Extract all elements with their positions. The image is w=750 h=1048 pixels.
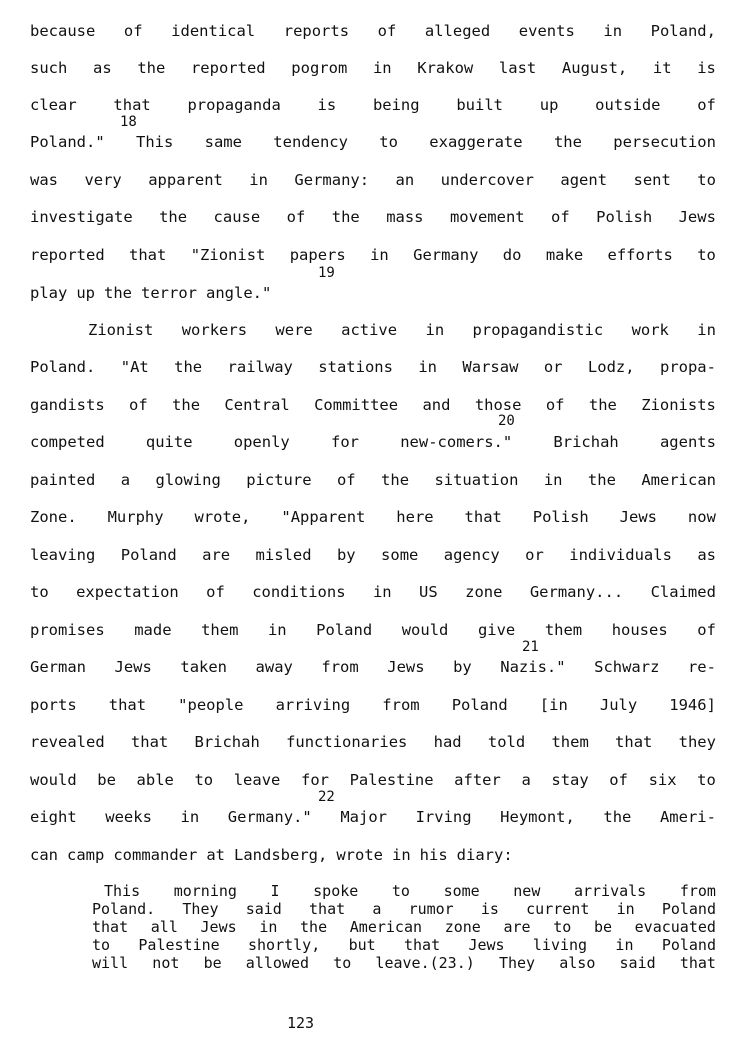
word: American xyxy=(641,471,716,489)
word: said xyxy=(619,954,656,972)
word: now xyxy=(687,508,716,526)
word: by xyxy=(453,658,472,676)
word: by xyxy=(336,546,356,564)
word: railway xyxy=(227,358,293,376)
word: of xyxy=(545,396,565,414)
word: of xyxy=(551,208,570,226)
word: of xyxy=(206,583,225,601)
word: the xyxy=(331,208,360,226)
word: current xyxy=(526,900,590,918)
word: is xyxy=(317,96,337,114)
body-line xyxy=(30,358,716,376)
word: morning xyxy=(173,882,237,900)
word: revealed xyxy=(30,733,105,751)
word: were xyxy=(275,321,313,339)
word: zone xyxy=(465,583,503,601)
word: picture xyxy=(246,471,312,489)
word: reported xyxy=(190,59,266,77)
word: Jews xyxy=(468,936,505,954)
word: agency xyxy=(443,546,500,564)
word: all xyxy=(150,918,178,936)
word: shortly, xyxy=(248,936,321,954)
word: Murphy xyxy=(107,508,164,526)
word: persecution xyxy=(613,133,716,151)
word: Brichah xyxy=(194,733,260,751)
footnote-marker: 22 xyxy=(318,789,335,805)
word: for xyxy=(330,433,359,451)
word: camp xyxy=(67,846,105,864)
word: rumor xyxy=(408,900,454,918)
word: Palestine xyxy=(138,936,220,954)
word: Jews xyxy=(387,658,425,676)
word: sent xyxy=(633,171,671,189)
word: ports xyxy=(30,696,77,714)
word: This xyxy=(104,882,141,900)
word: Jews xyxy=(678,208,716,226)
word: events xyxy=(518,22,575,40)
word: This xyxy=(135,133,174,151)
word: "Apparent xyxy=(281,508,366,526)
word: US xyxy=(419,583,438,601)
word: in xyxy=(372,59,392,77)
body-line xyxy=(30,771,716,789)
word: his xyxy=(419,846,448,864)
word: in xyxy=(372,583,392,601)
word: be xyxy=(593,918,612,936)
word: misled xyxy=(255,546,312,564)
word: "Zionist xyxy=(190,246,266,264)
word: the xyxy=(172,396,201,414)
word: because xyxy=(30,22,96,40)
word: to xyxy=(30,583,49,601)
word: conditions xyxy=(252,583,346,601)
word: glowing xyxy=(155,471,221,489)
word: new-comers." xyxy=(400,433,513,451)
word: painted xyxy=(30,471,96,489)
word: to xyxy=(333,954,352,972)
word: stations xyxy=(318,358,393,376)
word: 1946] xyxy=(669,696,716,714)
word: "people xyxy=(178,696,244,714)
word: that xyxy=(130,733,169,751)
page-number: 123 xyxy=(287,1014,315,1032)
word: that xyxy=(129,246,167,264)
word: stay xyxy=(551,771,589,789)
word: of xyxy=(129,396,148,414)
word: Germany... xyxy=(529,583,624,601)
word: evacuated xyxy=(634,918,716,936)
body-line xyxy=(30,171,716,189)
word: angle." xyxy=(206,284,272,302)
block-quote-line xyxy=(92,920,716,934)
word: quite xyxy=(145,433,193,451)
word: do xyxy=(502,246,522,264)
word: some xyxy=(443,882,480,900)
word: of xyxy=(377,22,397,40)
word: of xyxy=(336,471,356,489)
word: up xyxy=(539,96,559,114)
word: taken xyxy=(180,658,228,676)
word: the xyxy=(159,208,188,226)
word: that xyxy=(679,954,716,972)
word: clear xyxy=(30,96,77,114)
word: was xyxy=(30,171,58,189)
word: identical xyxy=(171,22,256,40)
word: leave xyxy=(233,771,281,789)
word: in xyxy=(392,846,411,864)
word: terror xyxy=(141,284,197,302)
word: of xyxy=(697,621,716,639)
word: built xyxy=(456,96,504,114)
word: Germany." xyxy=(227,808,312,826)
word: [in xyxy=(539,696,568,714)
word: Jews xyxy=(200,918,237,936)
word: Brichah xyxy=(553,433,619,451)
word: those xyxy=(474,396,522,414)
word: is xyxy=(480,900,499,918)
word: propaganda xyxy=(187,96,281,114)
body-line xyxy=(88,321,716,339)
word: some xyxy=(381,546,419,564)
word: to xyxy=(379,133,398,151)
word: the xyxy=(587,471,616,489)
word: be xyxy=(97,771,116,789)
word: new xyxy=(513,882,541,900)
word: August, xyxy=(561,59,628,77)
word: them xyxy=(551,733,589,751)
word: propa- xyxy=(659,358,716,376)
word: They xyxy=(498,954,536,972)
word: be xyxy=(203,954,222,972)
body-line xyxy=(30,246,716,264)
word: the xyxy=(603,808,632,826)
word: Poland xyxy=(316,621,373,639)
word: agent xyxy=(560,171,608,189)
word: mass xyxy=(386,208,424,226)
word: the xyxy=(588,396,617,414)
word: wrote xyxy=(336,846,383,864)
word: weeks xyxy=(105,808,152,826)
word: Committee xyxy=(314,396,399,414)
word: after xyxy=(454,771,501,789)
word: that xyxy=(464,508,502,526)
word: play xyxy=(30,284,68,302)
word: in xyxy=(418,358,438,376)
body-line xyxy=(30,696,716,714)
word: spoke xyxy=(313,882,359,900)
word: Nazis." xyxy=(500,658,566,676)
block-quote-line xyxy=(92,938,716,952)
word: Zionists xyxy=(641,396,716,414)
block-quote-line xyxy=(92,902,716,916)
word: or xyxy=(525,546,544,564)
word: They xyxy=(182,900,219,918)
word: very xyxy=(84,171,122,189)
word: made xyxy=(134,621,172,639)
body-line xyxy=(30,22,716,40)
word: agents xyxy=(659,433,716,451)
word: Zone. xyxy=(30,508,77,526)
footnote-marker: 21 xyxy=(522,639,539,655)
word: is xyxy=(697,59,716,77)
word: outside xyxy=(595,96,661,114)
word: Poland. xyxy=(92,900,156,918)
word: exaggerate xyxy=(429,133,523,151)
word: leave.(23.) xyxy=(375,954,475,972)
word: to xyxy=(553,918,572,936)
body-line xyxy=(30,846,716,864)
word: Polish xyxy=(532,508,589,526)
body-line xyxy=(30,59,716,77)
word: tendency xyxy=(273,133,348,151)
word: German xyxy=(30,658,86,676)
word: as xyxy=(92,59,112,77)
body-line xyxy=(30,396,716,414)
word: as xyxy=(697,546,716,564)
word: not xyxy=(152,954,180,972)
word: Poland, xyxy=(650,22,716,40)
word: leaving xyxy=(30,546,96,564)
word: in xyxy=(180,808,200,826)
word: work xyxy=(631,321,669,339)
body-line xyxy=(30,733,716,751)
word: Lodz, xyxy=(587,358,635,376)
word: Germany xyxy=(413,246,479,264)
word: in xyxy=(249,171,268,189)
body-line xyxy=(30,208,716,226)
word: alleged xyxy=(424,22,491,40)
word: for xyxy=(300,771,329,789)
word: Poland xyxy=(120,546,177,564)
word: re- xyxy=(687,658,716,676)
word: to xyxy=(697,171,716,189)
word: Polish xyxy=(596,208,653,226)
word: Claimed xyxy=(650,583,716,601)
word: away xyxy=(255,658,293,676)
word: of xyxy=(286,208,306,226)
word: gandists xyxy=(30,396,105,414)
word: from xyxy=(321,658,359,676)
word: apparent xyxy=(148,171,223,189)
word: up xyxy=(76,284,95,302)
word: or xyxy=(543,358,563,376)
word: that xyxy=(404,936,441,954)
word: pogrom xyxy=(291,59,348,77)
word: that xyxy=(309,900,346,918)
word: same xyxy=(204,133,242,151)
word: they xyxy=(678,733,716,751)
word: them xyxy=(201,621,239,639)
word: a xyxy=(372,900,382,918)
word: that xyxy=(108,696,147,714)
word: Poland. xyxy=(30,358,96,376)
word: to xyxy=(697,771,716,789)
word: Schwarz xyxy=(594,658,660,676)
word: would xyxy=(401,621,449,639)
word: and xyxy=(422,396,451,414)
word: Ameri- xyxy=(659,808,716,826)
word: had xyxy=(433,733,462,751)
footnote-marker: 19 xyxy=(318,265,335,281)
word: functionaries xyxy=(286,733,408,751)
word: promises xyxy=(30,621,105,639)
word: to xyxy=(697,246,716,264)
word: are xyxy=(503,918,531,936)
footnote-marker: 18 xyxy=(120,114,137,130)
word: workers xyxy=(181,321,248,339)
word: at xyxy=(206,846,225,864)
word: to xyxy=(391,882,410,900)
word: "At xyxy=(120,358,149,376)
body-line xyxy=(30,284,716,302)
word: but xyxy=(348,936,376,954)
word: such xyxy=(30,59,68,77)
word: to xyxy=(194,771,214,789)
word: investigate xyxy=(30,208,133,226)
word: arrivals xyxy=(573,882,647,900)
word: living xyxy=(532,936,588,954)
word: in xyxy=(267,621,287,639)
word: from xyxy=(679,882,716,900)
word: are xyxy=(202,546,231,564)
word: diary: xyxy=(456,846,513,864)
body-line xyxy=(30,546,716,564)
word: wrote, xyxy=(194,508,251,526)
word: Jews xyxy=(619,508,657,526)
body-line xyxy=(30,583,716,601)
word: from xyxy=(382,696,420,714)
word: to xyxy=(92,936,111,954)
word: in xyxy=(697,321,716,339)
word: Zionist xyxy=(88,321,154,339)
word: Heymont, xyxy=(500,808,575,826)
word: situation xyxy=(434,471,519,489)
word: movement xyxy=(449,208,525,226)
word: give xyxy=(477,621,516,639)
word: American xyxy=(349,918,423,936)
word: allowed xyxy=(245,954,310,972)
word: Warsaw xyxy=(462,358,519,376)
word: eight xyxy=(30,808,77,826)
word: arriving xyxy=(275,696,351,714)
word: expectation xyxy=(76,583,179,601)
word: in xyxy=(259,918,278,936)
word: the xyxy=(300,918,328,936)
word: the xyxy=(104,284,132,302)
word: Poland xyxy=(661,900,716,918)
word: a xyxy=(120,471,131,489)
word: the xyxy=(137,59,166,77)
word: Palestine xyxy=(349,771,434,789)
block-quote-line xyxy=(104,884,716,898)
word: being xyxy=(372,96,420,114)
body-line xyxy=(30,133,716,151)
block-quote-line xyxy=(92,956,716,970)
word: a xyxy=(521,771,531,789)
word: told xyxy=(487,733,526,751)
word: Jews xyxy=(114,658,152,676)
word: six xyxy=(648,771,677,789)
word: the xyxy=(553,133,582,151)
word: said xyxy=(245,900,282,918)
body-line xyxy=(30,658,716,676)
word: an xyxy=(395,171,415,189)
word: Irving xyxy=(415,808,472,826)
word: Poland." xyxy=(30,133,105,151)
word: in xyxy=(543,471,563,489)
word: papers xyxy=(289,246,346,264)
word: I xyxy=(270,882,280,900)
word: of xyxy=(123,22,143,40)
word: active xyxy=(341,321,398,339)
word: in xyxy=(616,900,635,918)
word: of xyxy=(697,96,716,114)
word: propagandistic xyxy=(472,321,604,339)
body-line xyxy=(30,621,716,639)
word: here xyxy=(396,508,434,526)
word: that xyxy=(113,96,151,114)
word: houses xyxy=(611,621,668,639)
word: Central xyxy=(224,396,290,414)
word: would xyxy=(30,771,77,789)
word: openly xyxy=(233,433,290,451)
word: them xyxy=(544,621,583,639)
word: that xyxy=(615,733,653,751)
word: reported xyxy=(30,246,105,264)
word: can xyxy=(30,846,58,864)
body-line xyxy=(30,471,716,489)
word: Major xyxy=(340,808,387,826)
word: that xyxy=(92,918,129,936)
body-line xyxy=(30,808,716,826)
word: in xyxy=(370,246,389,264)
word: individuals xyxy=(569,546,672,564)
word: it xyxy=(652,59,672,77)
word: Poland xyxy=(661,936,716,954)
word: Krakow xyxy=(417,59,474,77)
word: in xyxy=(603,22,623,40)
word: Landsberg, xyxy=(234,846,328,864)
word: July xyxy=(599,696,638,714)
word: of xyxy=(609,771,628,789)
body-line xyxy=(30,96,716,114)
word: competed xyxy=(30,433,105,451)
word: last xyxy=(498,59,537,77)
word: Germany: xyxy=(294,171,370,189)
word: in xyxy=(425,321,445,339)
word: able xyxy=(136,771,174,789)
word: commander xyxy=(113,846,198,864)
word: zone xyxy=(444,918,481,936)
word: cause xyxy=(213,208,261,226)
word: also xyxy=(559,954,596,972)
word: efforts xyxy=(607,246,673,264)
word: Poland xyxy=(451,696,508,714)
word: reports xyxy=(283,22,350,40)
body-line xyxy=(30,433,716,451)
word: will xyxy=(92,954,129,972)
word: make xyxy=(545,246,584,264)
word: in xyxy=(615,936,634,954)
footnote-marker: 20 xyxy=(498,413,515,429)
word: the xyxy=(174,358,203,376)
body-line xyxy=(30,508,716,526)
word: the xyxy=(381,471,410,489)
word: undercover xyxy=(440,171,534,189)
